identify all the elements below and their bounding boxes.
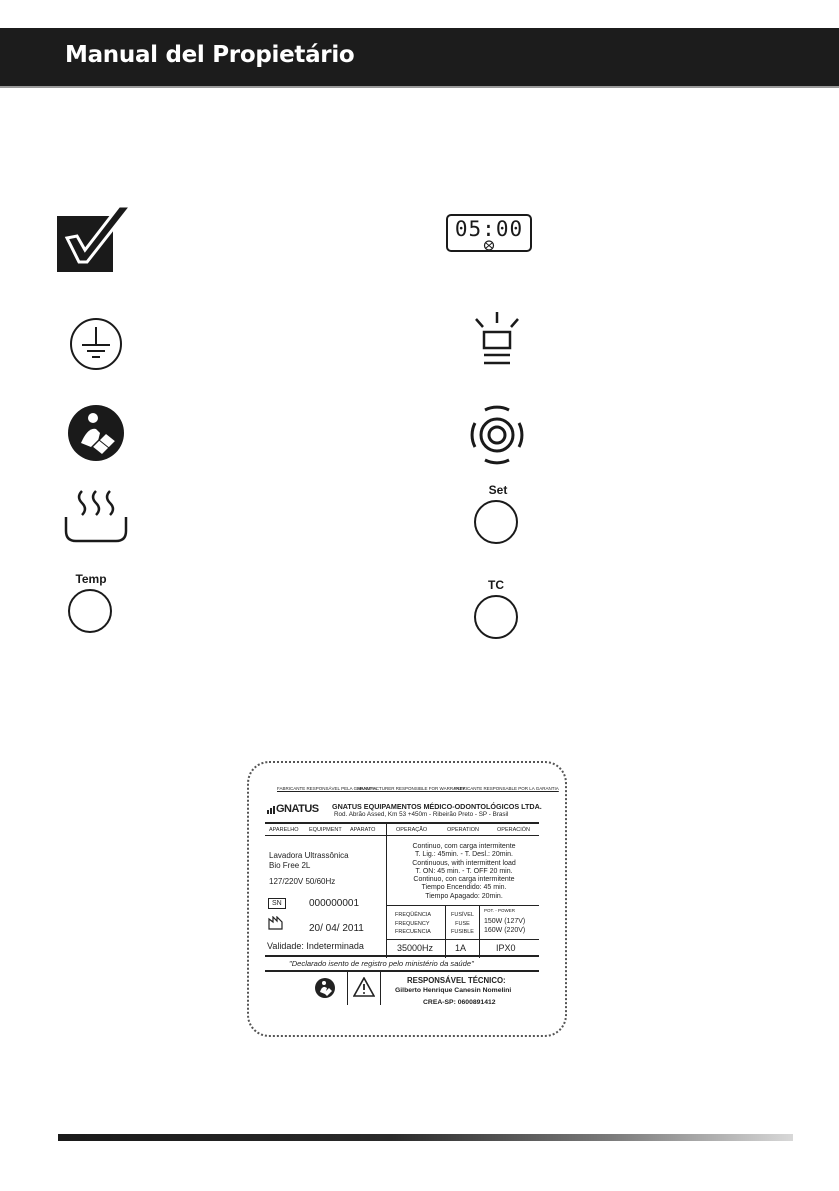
label-operation-text: Continuo, com carga intermitente T. Lig.: 45min. - T. Desl.: 20min. Continuous, with intermittent load T. ON: 45 min. - T. OFF 20 min. Continuo, con carga intermitente Tiempo Encendido: 45 min. Tiempo Apagado: 20min.	[412, 843, 516, 900]
label-ip-value: IPX0	[496, 943, 516, 953]
label-tech-crea: CREA-SP: 0600891412	[423, 999, 496, 1006]
label-tech-title: RESPONSÁVEL TÉCNICO:	[407, 976, 506, 985]
label-col-equipment: EQUIPMENT	[309, 827, 342, 833]
label-voltage: 127/220V 50/60Hz	[269, 877, 336, 886]
label-fuse-value: 1A	[455, 943, 467, 953]
label-address: Rod. Abrão Assed, Km 53 +450m - Ribeirão Preto - SP - Brasil	[334, 811, 509, 818]
label-tech-name: Gilberto Henrique Canesin Nomelini	[395, 987, 512, 994]
heating-icon	[62, 487, 130, 543]
label-power-127: 150W (127V)	[484, 918, 526, 925]
label-mfg-date: 20/ 04/ 2011	[309, 923, 364, 934]
label-power-220: 160W (220V)	[484, 927, 526, 934]
tc-button-label: TC	[488, 578, 504, 592]
page-title: Manual del Propietário	[65, 42, 355, 68]
label-declaration: "Declarado isento de registro pelo ministério da saúde"	[289, 959, 474, 968]
label-serial: 000000001	[309, 898, 360, 909]
label-brand: GNATUS	[276, 803, 319, 815]
set-button-label: Set	[488, 483, 508, 497]
ground-icon	[68, 316, 124, 372]
label-col-operation: OPERATION	[447, 827, 479, 833]
header-divider	[0, 86, 839, 88]
label-freq-value: 35000Hz	[397, 943, 434, 953]
temp-button-label: Temp	[75, 572, 107, 586]
tc-button[interactable]	[474, 595, 518, 639]
gnatus-logo-icon	[267, 806, 275, 814]
footer-bar	[58, 1134, 793, 1141]
warning-icon	[353, 977, 375, 997]
label-device-model: Bio Free 2L	[269, 861, 311, 870]
label-fuse-header: FUSÍVEL FUSE FUSIBLE	[451, 912, 474, 935]
label-note-1: FABRICANTE RESPONSÁVEL PELA GARANTIA	[277, 786, 377, 791]
label-col-aparelho: APARELHO	[269, 827, 299, 833]
speaker-icon	[483, 240, 495, 251]
indicator-light-icon	[470, 310, 526, 370]
page-header	[0, 28, 839, 86]
label-col-operacao: OPERAÇÃO	[396, 827, 428, 833]
timer-display	[446, 214, 532, 252]
label-validity: Validade: Indeterminada	[267, 941, 364, 951]
label-col-aparato: APARATO	[350, 827, 376, 833]
set-button[interactable]	[474, 500, 518, 544]
label-freq-header: FREQÜÊNCIA FREQUENCY FRECUENCIA	[395, 912, 432, 935]
timer-display-value: 05:00	[454, 217, 524, 241]
read-manual-icon	[66, 403, 126, 463]
label-manual-icon	[314, 977, 336, 999]
checkmark-icon	[55, 202, 135, 274]
product-label	[247, 761, 567, 1037]
label-note-2: MANUFACTURER RESPONSIBLE FOR WARRANTY	[357, 786, 466, 791]
label-sn-box: SN	[268, 898, 286, 909]
label-power-header: POT. - POWER	[484, 908, 516, 913]
label-col-operacion: OPERACIÓN	[497, 827, 531, 833]
temp-button[interactable]	[68, 589, 112, 633]
label-company: GNATUS EQUIPAMENTOS MÉDICO-ODONTOLÓGICOS LTDA.	[332, 802, 542, 811]
ultrasound-icon	[465, 403, 529, 467]
label-note-3: FABRICANTE RESPONSABLE POR LA GARANTIA	[454, 786, 559, 791]
label-device-name: Lavadora Ultrassônica	[269, 851, 349, 860]
manufacturer-icon	[268, 916, 284, 930]
